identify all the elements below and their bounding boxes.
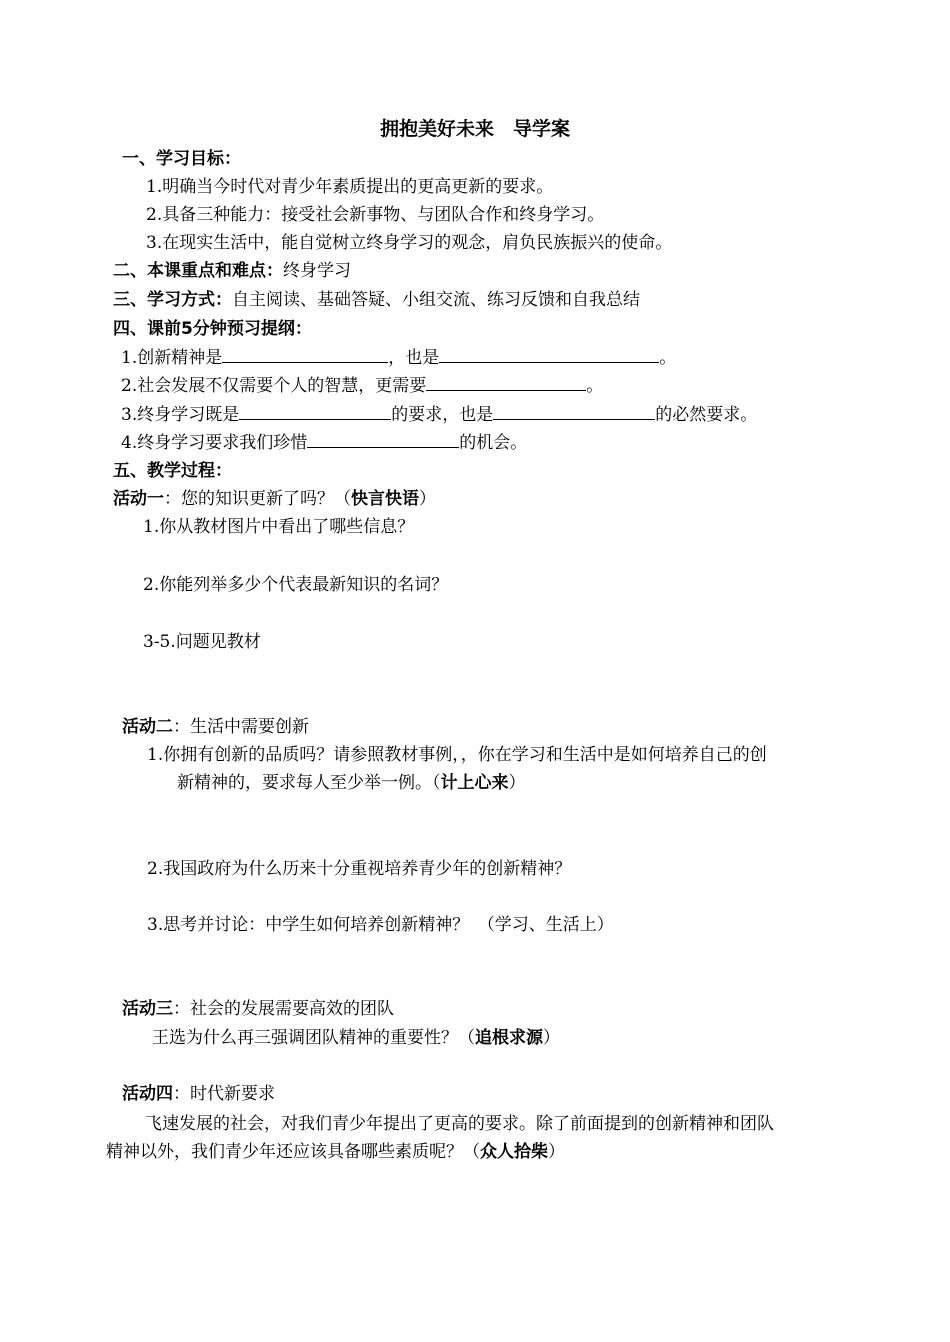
activity-3-question [152,1027,560,1049]
activity-4-paragraph: 飞速发展的社会，对我们青少年提出了更高的要求。除了前面提到的创新精神和团队 [145,1114,774,1134]
preview-question-4 [121,431,527,454]
question-text: ，也是 [388,348,440,368]
paragraph-text: 精神以外，我们青少年还应该具备哪些素质呢？（ [106,1142,480,1162]
question-text: 王选为什么再三强调团队精神的重要性？（ [152,1028,475,1048]
activity-label: 活动四 [122,1084,173,1104]
question-text: 1.创新精神是 [121,348,223,368]
fill-blank[interactable] [439,346,659,363]
section-heading-key-points: 二、本课重点和难点： [113,261,283,281]
section-key-points [113,260,351,282]
activity-1-heading [113,488,436,510]
activity-4-paragraph-continued [106,1141,565,1163]
activity-title-close: ） [419,489,436,509]
question-text: 的必然要求。 [655,405,758,425]
key-points-text: 终身学习 [283,261,351,281]
activity-tag: 快言快语 [351,489,419,509]
fill-blank[interactable] [222,346,388,363]
activity-label: 活动二 [122,717,173,737]
question-text: ） [508,773,526,793]
activity-title: ：生活中需要创新 [173,717,309,737]
section-heading-process: 五、教学过程： [113,461,232,481]
activity-3-heading [122,998,394,1020]
question-text: 。 [586,376,604,396]
objective-item: 1.明确当今时代对青少年素质提出的更高更新的要求。 [146,177,554,197]
activity-title: ：社会的发展需要高效的团队 [173,999,394,1019]
section-heading-preview: 四、课前5分钟预习提纲： [113,319,312,339]
question-text: ） [543,1028,560,1048]
fill-blank[interactable] [426,374,586,391]
fill-blank[interactable] [493,403,655,420]
question-text: 的机会。 [459,433,528,453]
learning-method-text: 自主阅读、基础答疑、小组交流、练习反馈和自我总结 [232,290,640,310]
activity-tag: 追根求源 [475,1028,543,1048]
activity-4-heading [122,1083,275,1105]
activity-1-question: 1.你从教材图片中看出了哪些信息？ [143,517,415,537]
question-text: 2.社会发展不仅需要个人的智慧，更需要 [121,376,427,396]
section-heading-learning-method: 三、学习方式： [113,290,232,310]
activity-tag: 众人拾柴 [480,1142,548,1162]
preview-question-2 [121,374,603,397]
activity-2-question: 1.你拥有创新的品质吗？请参照教材事例，，你在学习和生活中是如何培养自己的创 [147,745,767,765]
activity-title: ：时代新要求 [173,1084,275,1104]
question-text: 新精神的，要求每人至少举一例。（ [177,773,441,793]
question-text: 4.终身学习要求我们珍惜 [121,433,308,453]
activity-2-question-continued [177,772,526,794]
section-heading-objectives: 一、学习目标： [122,149,241,169]
preview-question-1 [121,346,676,369]
activity-2-heading [122,716,309,738]
preview-question-3 [121,403,757,426]
activity-2-question: 2.我国政府为什么历来十分重视培养青少年的创新精神？ [147,859,572,879]
fill-blank[interactable] [307,431,459,448]
page-title: 拥抱美好未来 导学案 [379,118,570,140]
activity-1-question: 2.你能列举多少个代表最新知识的名词？ [143,575,449,595]
question-text: 3.终身学习既是 [121,405,240,425]
fill-blank[interactable] [239,403,391,420]
activity-tag: 计上心来 [440,773,509,793]
question-text: 。 [659,348,677,368]
paragraph-text: ） [548,1142,565,1162]
activity-title: ：您的知识更新了吗？（ [164,489,351,509]
question-text: 的要求，也是 [391,405,494,425]
activity-1-question: 3-5.问题见教材 [143,632,261,652]
section-learning-method [113,289,640,311]
objective-item: 3.在现实生活中，能自觉树立终身学习的观念，肩负民族振兴的使命。 [146,233,673,253]
activity-label: 活动一 [113,489,164,509]
activity-2-question: 3.思考并讨论：中学生如何培养创新精神？ （学习、生活上） [147,915,614,935]
objective-item: 2.具备三种能力：接受社会新事物、与团队合作和终身学习。 [146,205,605,225]
activity-label: 活动三 [122,999,173,1019]
